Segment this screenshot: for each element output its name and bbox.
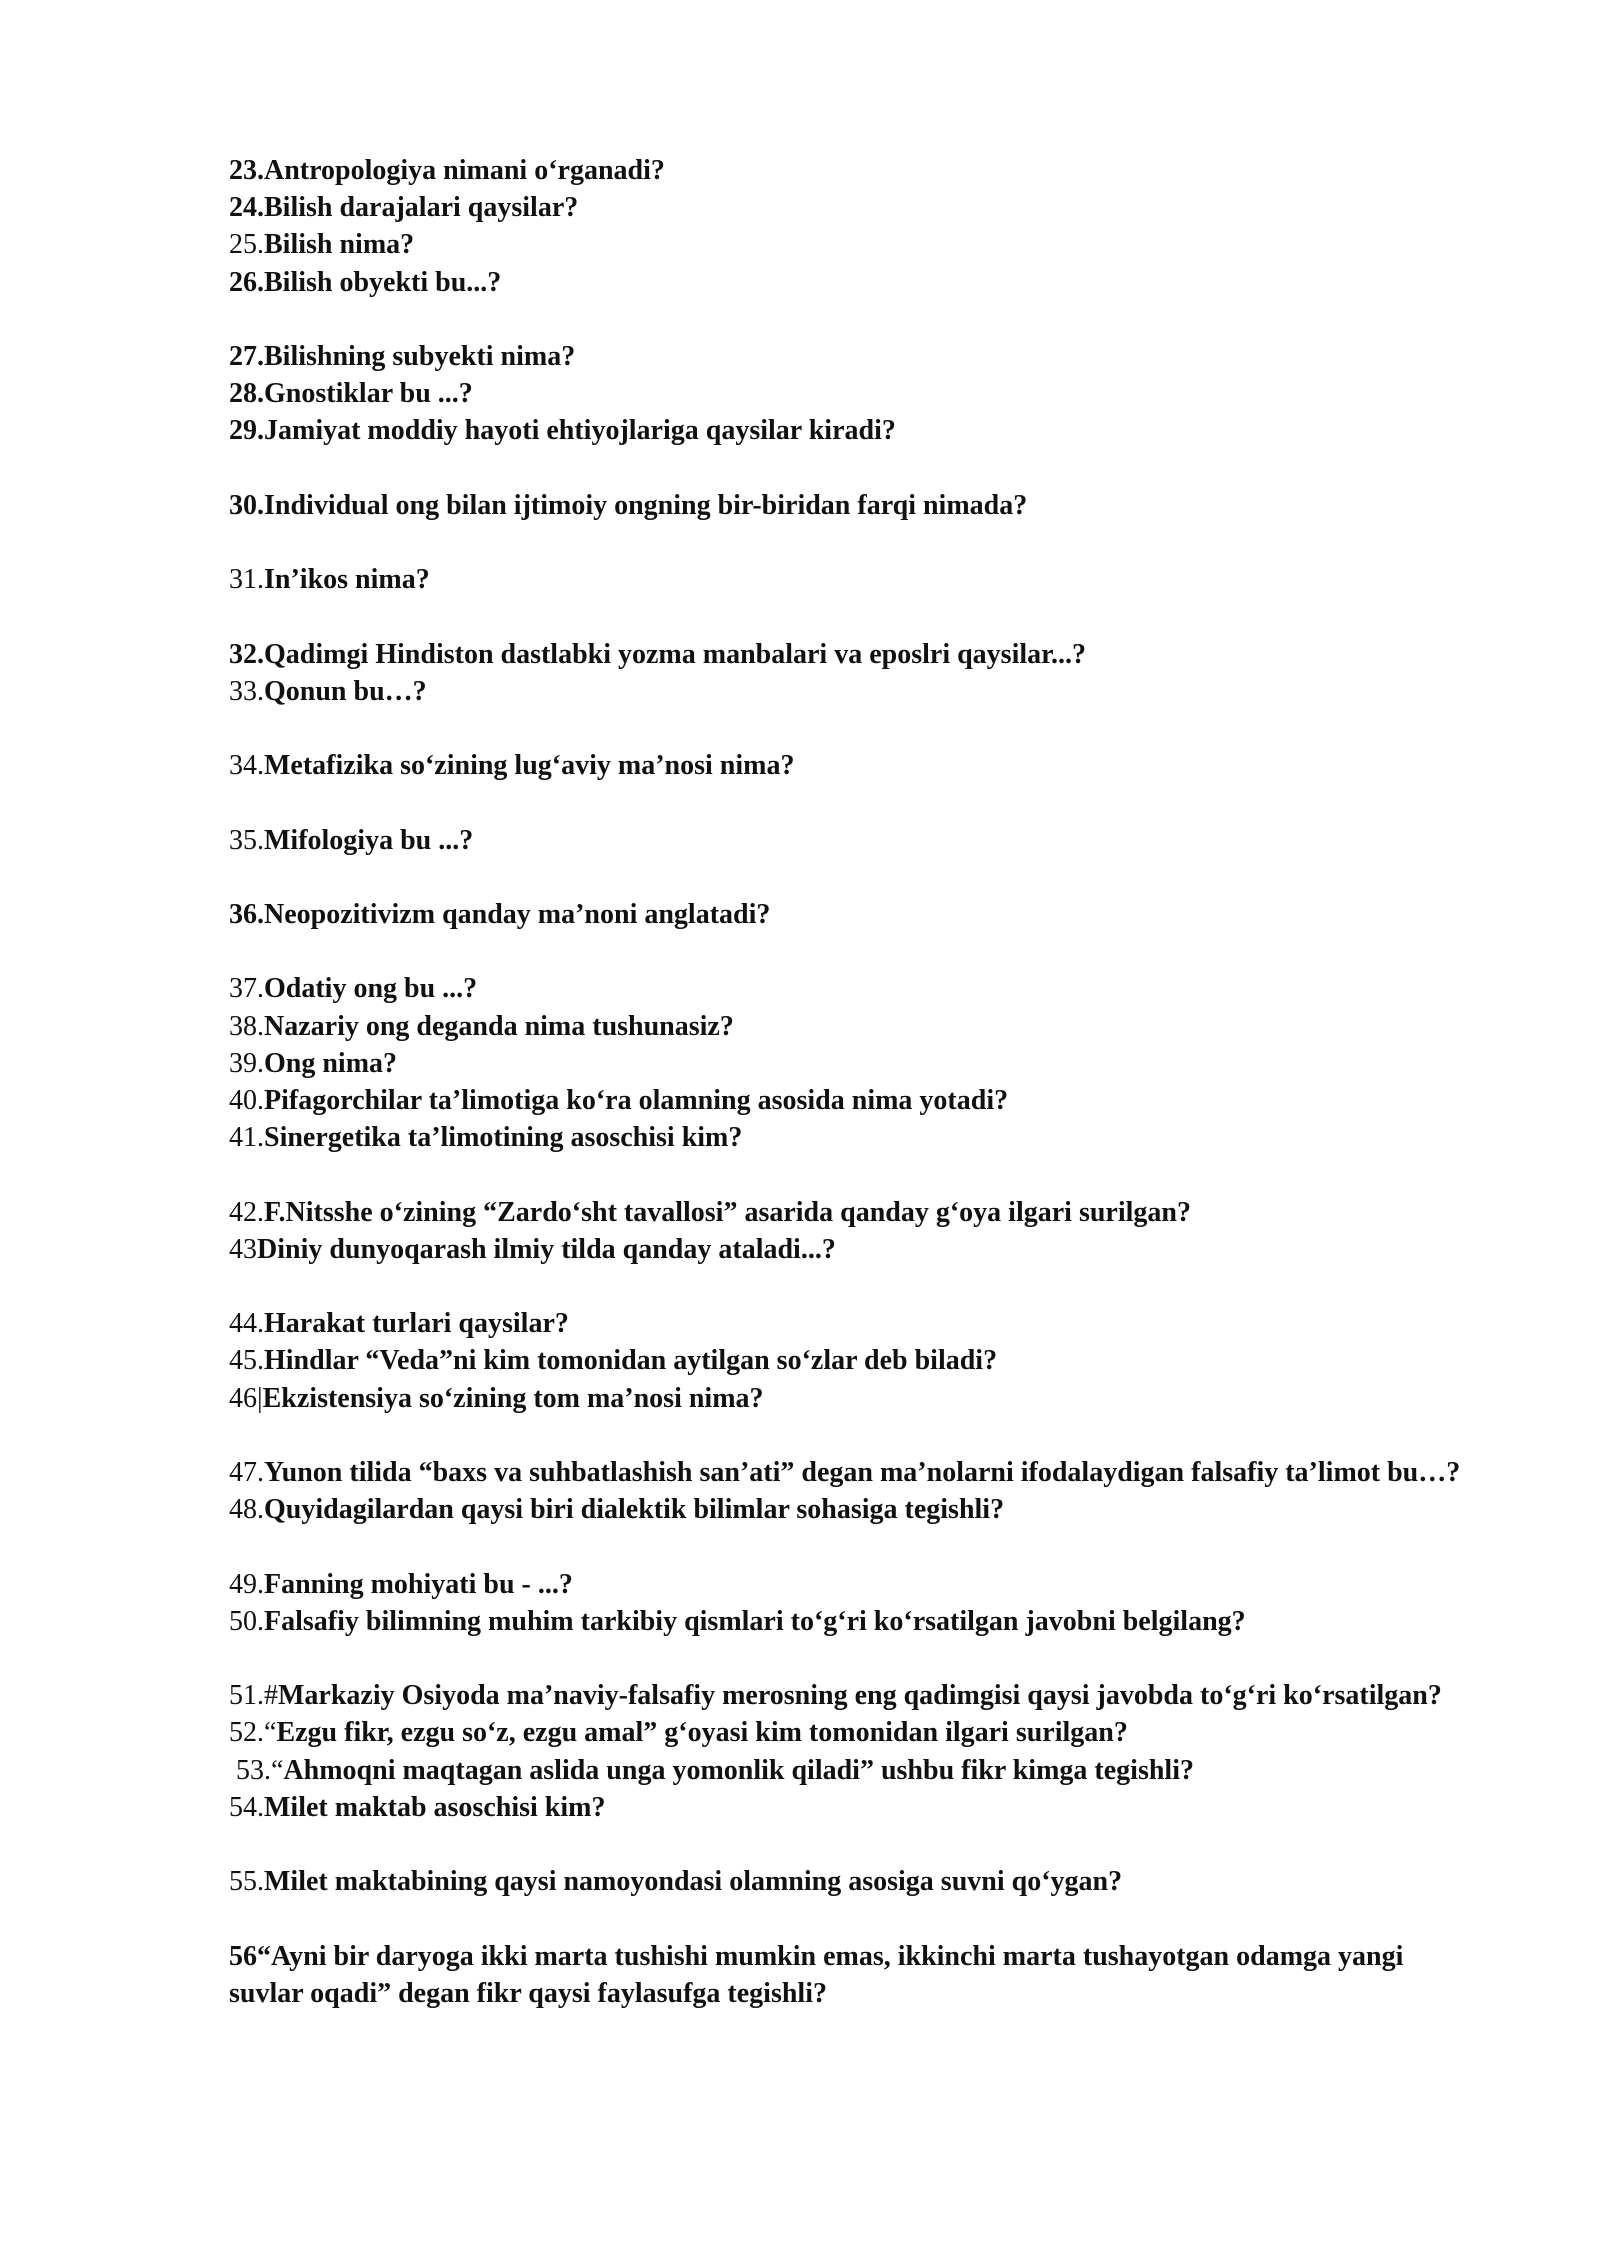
question-text: Jamiyat moddiy hayoti ehtiyojlariga qaysilar kiradi? [264, 415, 896, 447]
question-number: 50. [229, 1605, 264, 1637]
question-number: 55. [229, 1866, 264, 1898]
question-item [229, 412, 1469, 449]
question-number: 24. [229, 192, 264, 224]
question-item [229, 1045, 1469, 1082]
question-number: 31. [229, 564, 264, 596]
question-item [229, 264, 1469, 301]
question-text: Qadimgi Hindiston dastlabki yozma manbalari va eposlri qaysilar...? [264, 638, 1086, 670]
question-number: 43 [229, 1233, 257, 1265]
question-number: 36. [229, 898, 264, 930]
question-item [229, 1008, 1469, 1045]
question-item [229, 152, 1469, 189]
question-item [229, 896, 1469, 933]
question-item [229, 226, 1469, 263]
question-number: 39. [229, 1047, 264, 1079]
question-text: Gnostiklar bu ...? [264, 378, 473, 410]
question-text: Ayni bir daryoga ikki marta tushishi mumkin emas, ikkinchi marta tushayotgan odamga yangi suvlar oqadi” degan fikr qaysi faylasufga tegishli? [229, 1940, 1404, 2009]
question-text: Hindlar “Veda”ni kim tomonidan aytilgan so‘zlar deb biladi? [264, 1345, 998, 1377]
question-item [229, 1863, 1469, 1900]
question-number: 53.“ [236, 1754, 284, 1786]
question-item [229, 1231, 1469, 1268]
question-number: 46| [229, 1382, 263, 1414]
question-item [229, 338, 1469, 375]
question-number: 29. [229, 415, 264, 447]
question-item [229, 747, 1469, 784]
question-item [229, 1603, 1469, 1640]
question-item [229, 673, 1469, 710]
question-text: Fanning mohiyati bu - ...? [264, 1568, 573, 1600]
question-item [229, 1677, 1469, 1714]
question-text: Quyidagilardan qaysi biri dialektik bilimlar sohasiga tegishli? [264, 1494, 1005, 1526]
question-number: 25. [229, 229, 264, 261]
question-text: Diniy dunyoqarash ilmiy tilda qanday ataladi...? [257, 1233, 836, 1265]
question-item [229, 189, 1469, 226]
question-item [229, 1752, 1469, 1789]
question-number: 26. [229, 266, 264, 298]
question-number: 47. [229, 1456, 264, 1488]
question-text: Bilish darajalari qaysilar? [264, 192, 579, 224]
question-text: Neopozitivizm qanday ma’noni anglatadi? [264, 898, 771, 930]
question-item [229, 1566, 1469, 1603]
question-text: Ekzistensiya so‘zining tom ma’nosi nima? [262, 1382, 764, 1414]
question-text: In’ikos nima? [264, 564, 430, 596]
question-number: 35. [229, 824, 264, 856]
question-item [229, 1082, 1469, 1119]
question-text: Bilish nima? [264, 229, 415, 261]
question-item [229, 636, 1469, 673]
question-item [229, 1789, 1469, 1826]
question-item [229, 822, 1469, 859]
question-text: Nazariy ong deganda nima tushunasiz? [264, 1010, 734, 1042]
question-number: 34. [229, 750, 264, 782]
question-item [229, 487, 1469, 524]
question-text: Pifagorchilar ta’limotiga ko‘ra olamning asosida nima yotadi? [264, 1084, 1009, 1116]
question-text: Harakat turlari qaysilar? [264, 1308, 569, 1340]
question-text: Sinergetika ta’limotining asoschisi kim? [264, 1122, 743, 1154]
question-text: Qonun bu…? [264, 675, 427, 707]
question-text: Antropologiya nimani o‘rganadi? [264, 155, 665, 186]
question-number: 32. [229, 638, 264, 670]
question-text: Ong nima? [264, 1047, 398, 1079]
question-text: Falsafiy bilimning muhim tarkibiy qismlari to‘g‘ri ko‘rsatilgan javobni belgilang? [264, 1605, 1246, 1637]
question-text: Odatiy ong bu ...? [264, 973, 478, 1005]
question-text: Yunon tilida “baxs va suhbatlashish san’ati” degan ma’nolarni ifodalaydigan falsafiy ta’limot bu…? [264, 1456, 1461, 1488]
question-number: 41. [229, 1122, 264, 1154]
question-text: Metafizika so‘zining lug‘aviy ma’nosi nima? [264, 750, 795, 782]
question-text: Bilishning subyekti nima? [264, 341, 576, 372]
question-list [229, 152, 1469, 2012]
question-number: 54. [229, 1791, 264, 1823]
question-item [229, 1119, 1469, 1156]
question-text: F.Nitsshe o‘zining “Zardo‘sht tavallosi” asarida qanday g‘oya ilgari surilgan? [264, 1196, 1191, 1228]
question-number: 48. [229, 1494, 264, 1526]
question-number: 49. [229, 1568, 264, 1600]
question-text: Milet maktab asoschisi kim? [264, 1791, 606, 1823]
question-item [229, 1305, 1469, 1342]
question-number: 33. [229, 675, 264, 707]
question-text: Markaziy Osiyoda ma’naviy-falsafiy merosning eng qadimgisi qaysi javobda to‘g‘ri ko‘rsatilgan? [278, 1680, 1442, 1712]
question-number: 27. [229, 341, 264, 372]
question-number: 42. [229, 1196, 264, 1228]
question-item [229, 1714, 1469, 1751]
question-number: 52.“ [229, 1717, 277, 1749]
question-item [229, 1194, 1469, 1231]
question-text: Ahmoqni maqtagan aslida unga yomonlik qiladi” ushbu fikr kimga tegishli? [283, 1754, 1194, 1786]
question-text: Milet maktabining qaysi namoyondasi olamning asosiga suvni qo‘ygan? [264, 1866, 1123, 1898]
question-item [229, 1454, 1469, 1491]
question-number: 23. [229, 155, 264, 186]
question-number: 40. [229, 1084, 264, 1116]
question-number: 30. [229, 489, 264, 521]
question-item [229, 561, 1469, 598]
question-item [229, 1380, 1469, 1417]
question-text: Individual ong bilan ijtimoiy ongning bir-biridan farqi nimada? [264, 489, 1028, 521]
question-number: 37. [229, 973, 264, 1005]
question-number: 44. [229, 1308, 264, 1340]
question-number: 51.# [229, 1680, 278, 1712]
question-number: 38. [229, 1010, 264, 1042]
question-item [229, 1938, 1469, 2012]
question-item [229, 375, 1469, 412]
question-text: Bilish obyekti bu...? [264, 266, 502, 298]
question-number: 28. [229, 378, 264, 410]
question-item [229, 970, 1469, 1007]
question-item [229, 1491, 1469, 1528]
question-number: 56“ [229, 1940, 271, 1972]
question-item [229, 1342, 1469, 1379]
question-text: Ezgu fikr, ezgu so‘z, ezgu amal” g‘oyasi kim tomonidan ilgari surilgan? [276, 1717, 1128, 1749]
question-number: 45. [229, 1345, 264, 1377]
question-text: Mifologiya bu ...? [264, 824, 474, 856]
